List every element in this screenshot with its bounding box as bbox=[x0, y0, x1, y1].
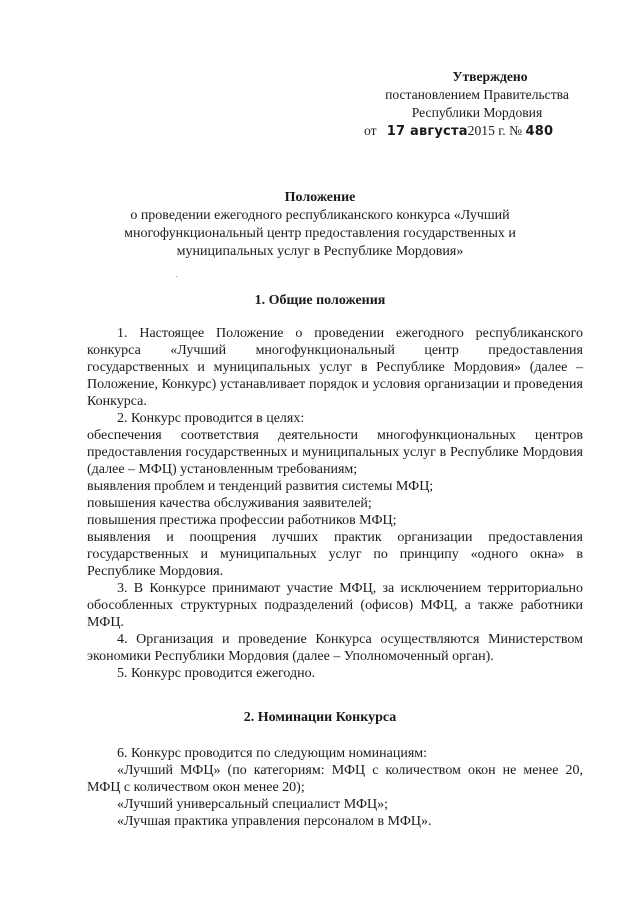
date-handwritten: 17 августа bbox=[386, 124, 468, 139]
paragraph: выявления и поощрения лучших практик организации предоставления государственных и муниципальных услуг по принципу «одного окна» в Республике Мордовия. bbox=[87, 530, 583, 579]
paragraph: 1. Настоящее Положение о проведении ежегодного республиканского конкурса «Лучший многофункциональный центр предоставления государственных и муниципальных услуг в Республике Мордовия» (далее – Положение, Конкурс) устанавливает порядок и условия организации и проведения Конкурса. bbox=[87, 326, 583, 409]
scan-speck bbox=[176, 276, 177, 277]
paragraph: «Лучшая практика управления персоналом в МФЦ». bbox=[117, 814, 432, 829]
section-2-heading: 2. Номинации Конкурса bbox=[243, 710, 397, 725]
paragraph: 5. Конкурс проводится ежегодно. bbox=[117, 666, 316, 681]
document-subtitle-line-1: о проведении ежегодного республиканского конкурса «Лучший bbox=[130, 208, 510, 223]
paragraph: «Лучший МФЦ» (по категориям: МФЦ с количеством окон не менее 20, МФЦ с количеством окон менее 20); bbox=[87, 763, 583, 795]
section-2-body bbox=[87, 745, 583, 830]
paragraph: 4. Организация и проведение Конкурса осуществляются Министерством экономики Республики Мордовия (далее – Уполномоченный орган). bbox=[87, 632, 583, 664]
paragraph: 3. В Конкурсе принимают участие МФЦ, за исключением территориально обособленных структурных подразделений (офисов) МФЦ, а также работники МФЦ. bbox=[87, 581, 583, 630]
approval-line-2: Республики Мордовия bbox=[411, 105, 543, 120]
document-subtitle-line-2: многофункциональный центр предоставления государственных и bbox=[124, 226, 516, 241]
paragraph: повышения качества обслуживания заявителей; bbox=[87, 496, 372, 511]
section-1-body bbox=[87, 325, 583, 682]
document-title: Положение bbox=[284, 190, 356, 205]
document-subtitle-line-3: муниципальных услуг в Республике Мордовия» bbox=[176, 244, 464, 259]
paragraph: повышения престижа профессии работников МФЦ; bbox=[87, 513, 397, 528]
approval-stamp-block bbox=[362, 68, 592, 141]
number-handwritten: 480 bbox=[525, 124, 554, 139]
approval-date-line bbox=[362, 122, 592, 141]
section-1-heading: 1. Общие положения bbox=[254, 293, 386, 308]
approval-line-1: постановлением Правительства bbox=[385, 87, 569, 102]
paragraph: обеспечения соответствия деятельности многофункциональных центров предоставления государственных и муниципальных услуг в Республике Мордовия (далее – МФЦ) установленным требованиям; bbox=[87, 428, 583, 477]
paragraph: «Лучший универсальный специалист МФЦ»; bbox=[117, 797, 389, 812]
document-title-block bbox=[90, 189, 550, 261]
approval-title: Утверждено bbox=[452, 69, 528, 84]
date-suffix: 2015 г. № bbox=[467, 123, 523, 138]
paragraph: 6. Конкурс проводится по следующим номинациям: bbox=[117, 746, 428, 761]
paragraph: 2. Конкурс проводится в целях: bbox=[117, 411, 305, 426]
paragraph: выявления проблем и тенденций развития системы МФЦ; bbox=[87, 479, 434, 494]
date-prefix: от bbox=[364, 123, 377, 138]
